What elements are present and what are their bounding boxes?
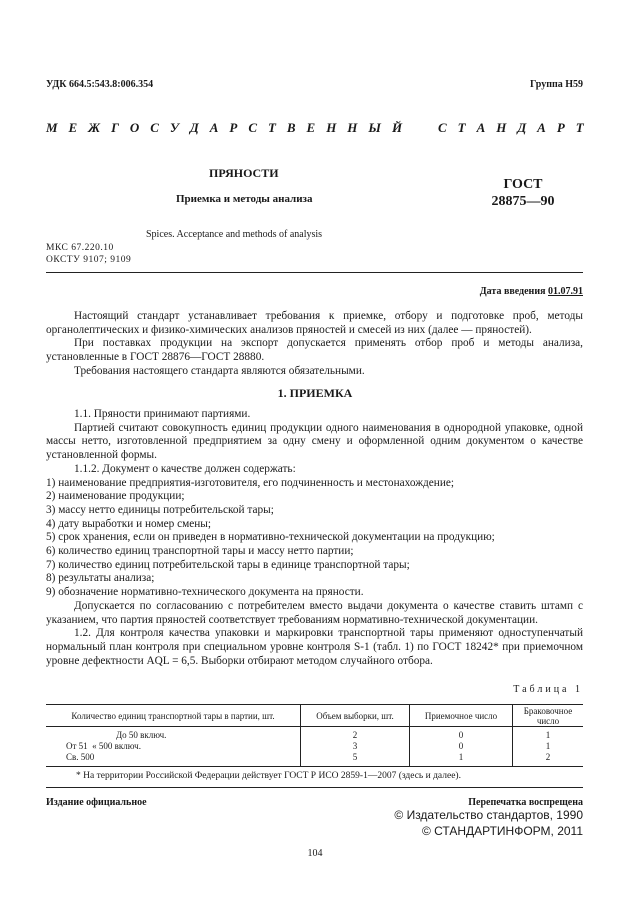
reprint-notice: Перепечатка воспрещена (468, 797, 583, 808)
section-body (46, 408, 583, 668)
list-item: 4) дату выработки и номер смены; (46, 517, 212, 530)
list-item: 9) обозначение нормативно-технического документа на пряности. (46, 586, 364, 599)
batch-definition: Партией считают совокупность единиц продукции одного наименования в однородной упаковке, одной массы нетто, изготовленной предприятием за одну смену и оформленной одним документом о качестве установленной формы. (46, 421, 583, 462)
intro-date-line (480, 286, 583, 297)
list-item: 8) результаты анализа; (46, 572, 155, 585)
copyright-standartinform: © СТАНДАРТИНФОРМ, 2011 (421, 824, 583, 838)
table-cell: Св. 500 (46, 752, 301, 767)
list-item: 6) количество единиц транспортной тары и массу нетто партии; (46, 545, 354, 558)
mks-code: МКС 67.220.10 (46, 243, 114, 253)
list-item: 3) массу нетто единицы потребительской тары; (46, 503, 274, 516)
clause-1-1: 1.1. Пряности принимают партиями. (74, 408, 251, 420)
intro-paragraph: Требования настоящего стандарта являются обязательными. (74, 364, 365, 377)
page-number: 104 (307, 848, 323, 859)
gost-label: ГОСТ (503, 177, 543, 192)
list-item: 1) наименование предприятия-изготовителя, его подчиненность и местонахождение; (46, 476, 455, 489)
table-cell: 0 (410, 727, 513, 742)
table-cell: 3 (301, 741, 410, 752)
table-header: Браковочное число (523, 705, 573, 726)
table-row (46, 727, 583, 742)
okstu-code: ОКСТУ 9107; 9109 (46, 255, 132, 265)
clause-1-2: 1.2. Для контроля качества упаковки и маркировки транспортной тары применяют одноступенчатый нормальный план контроля при специальном уровне контроля S-1 (табл. 1) по ГОСТ 18242* при приемочном уровне дефектности AQL = 6,5. Выборки отбирают методом случайного отбора. (46, 627, 583, 667)
official-edition: Издание официальное (46, 797, 147, 808)
table-cell: 5 (301, 752, 410, 767)
table-cell: 1 (410, 752, 513, 767)
intro-date-label: Дата введения (479, 286, 546, 297)
standard-type-heading: М Е Ж Г О С У Д А Р С Т В Е Н Н Ы Й С Т А Н Д А Р Т (46, 120, 584, 135)
table-cell: 2 (301, 727, 410, 742)
list-item: 7) количество единиц потребительской тары в единице транспортной тары; (46, 558, 410, 571)
copyright-publisher: © Издательство стандартов, 1990 (394, 808, 583, 822)
intro-paragraph: При поставках продукции на экспорт допускается применять отбор проб и методы анализа, установленные в ГОСТ 28876—ГОСТ 28880. (46, 337, 583, 364)
table-cell: 1 (545, 730, 551, 740)
footnote: * На территории Российской Федерации действует ГОСТ Р ИСО 2859-1—2007 (здесь и далее). (76, 771, 461, 781)
gost-number: 28875—90 (491, 194, 555, 209)
divider (46, 272, 583, 273)
table-cell: 1 (545, 741, 551, 751)
list-item: 2) наименование продукции; (46, 490, 185, 503)
english-title: Spices. Acceptance and methods of analysis (146, 229, 323, 240)
udk-code: УДК 664.5:543.8:006.354 (46, 79, 154, 90)
table-cell: 0 (410, 741, 513, 752)
table-caption: Таблица 1 (513, 684, 583, 695)
table-row (46, 752, 583, 767)
table-header: Приемочное число (410, 705, 513, 727)
doc-title: ПРЯНОСТИ (209, 166, 279, 180)
table-header: Объем выборки, шт. (301, 705, 410, 727)
list-item: 5) срок хранения, если он приведен в нормативно-технической документации на продукцию; (46, 531, 495, 544)
table-cell: 2 (545, 752, 551, 762)
table-header: Количество единиц транспортной тары в партии, шт. (46, 705, 301, 727)
footer-divider (46, 787, 583, 788)
group-code: Группа Н59 (530, 79, 583, 90)
intro-block (46, 310, 583, 379)
table-cell: От 51 « 500 включ. (46, 741, 301, 752)
table-1 (46, 704, 583, 767)
intro-date: 01.07.91 (548, 286, 583, 297)
section-heading: 1. ПРИЕМКА (277, 386, 353, 400)
table-row (46, 741, 583, 752)
table-cell: До 50 включ. (46, 727, 301, 742)
intro-paragraph: Настоящий стандарт устанавливает требования к приемке, отбору и подготовке проб, методы органолептических и физико-химических анализов пряностей и смесей из них (далее — пряностей). (46, 310, 583, 336)
gost-designation (488, 176, 558, 210)
stamp-paragraph: Допускается по согласованию с потребителем вместо выдачи документа о качестве ставить штамп с указанием, что партия пряностей соответствует требованиям нормативно-технической документации. (46, 599, 583, 626)
doc-subtitle: Приемка и методы анализа (176, 193, 313, 205)
clause-1-1-2: 1.1.2. Документ о качестве должен содержать: (74, 462, 296, 475)
